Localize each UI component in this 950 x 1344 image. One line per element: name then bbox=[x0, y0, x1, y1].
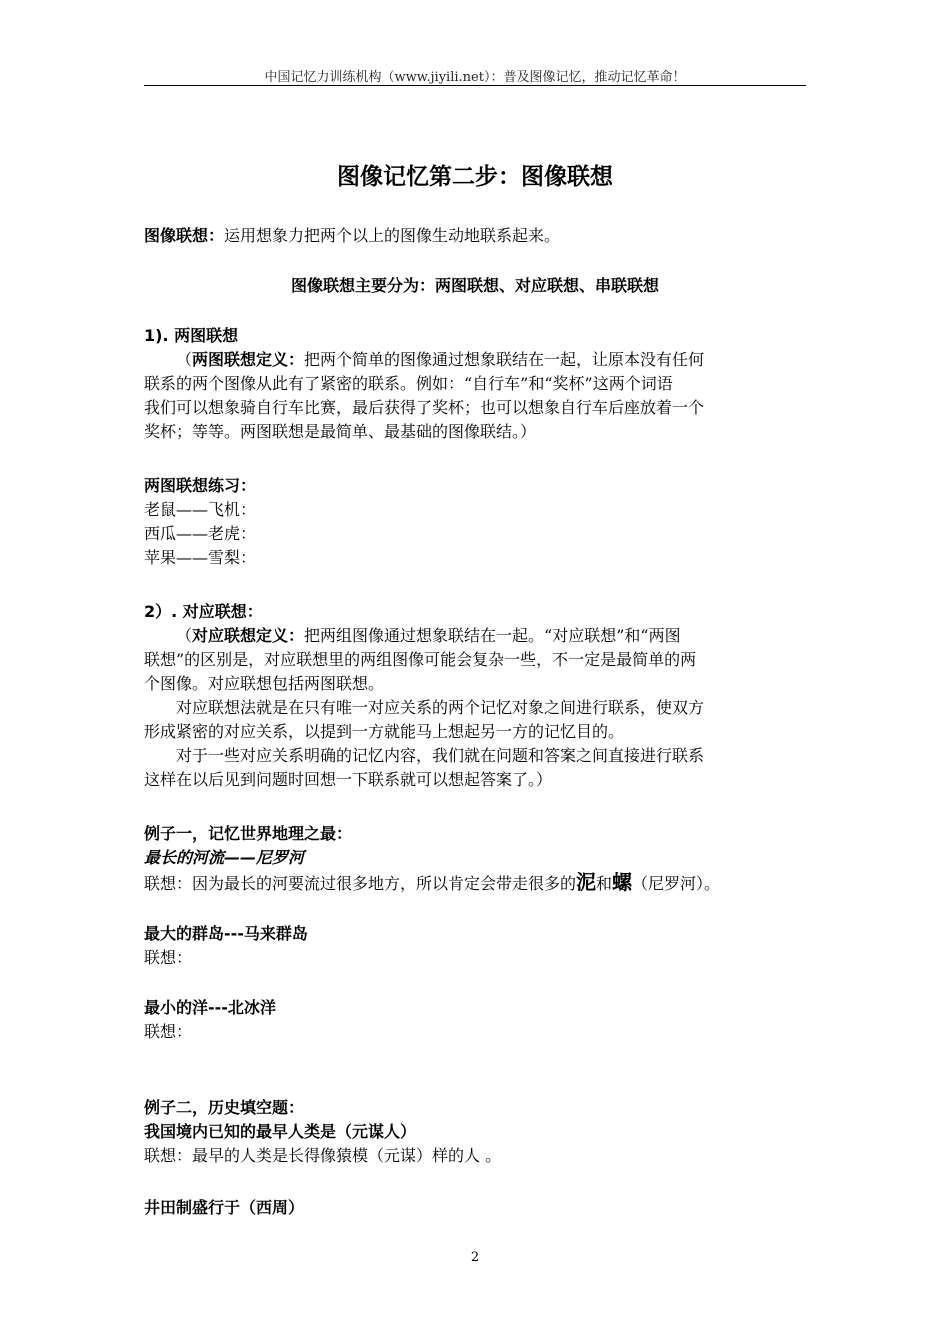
section1-def-text: 把两个简单的图像通过想象联结在一起，让原本没有任何 bbox=[304, 350, 705, 369]
practice-item: 苹果——雪梨： bbox=[144, 548, 257, 567]
answer-highlight-ni: 泥 bbox=[576, 870, 597, 894]
example2-heading: 例子二，历史填空题： bbox=[144, 1098, 305, 1117]
answer-text: 和 bbox=[596, 874, 613, 893]
def-open: （ bbox=[176, 350, 193, 369]
example2-answer1: 联想：最早的人类是长得像猿模（元谋）样的人 。 bbox=[144, 1146, 502, 1165]
answer-text: （尼罗河）。 bbox=[632, 874, 721, 893]
section2-def-line3: 个图像。对应联想包括两图联想。 bbox=[144, 674, 385, 693]
page-title: 图像记忆第二步：图像联想 bbox=[337, 164, 613, 190]
section2-def-line2: 联想”的区别是，对应联想里的两组图像可能会复杂一些，不一定是最简单的两 bbox=[144, 650, 697, 669]
section1-def-line4: 奖杯；等等。两图联想是最简单、最基础的图像联结。） bbox=[144, 422, 537, 441]
practice-item: 老鼠——飞机： bbox=[144, 500, 257, 519]
def-open: （ bbox=[176, 626, 193, 645]
page-header: 中国记忆力训练机构（www.jiyili.net）：普及图像记忆，推动记忆革命！ bbox=[264, 70, 686, 85]
practice-item: 西瓜——老虎： bbox=[144, 524, 257, 543]
example2-question2: 井田制盛行于（西周） bbox=[144, 1198, 305, 1217]
section2-def-line1 bbox=[144, 624, 806, 648]
section2-para3-line2: 这样在以后见到问题时回想一下联系就可以想起答案了。） bbox=[144, 770, 553, 789]
practice-heading: 两图联想练习： bbox=[144, 476, 257, 495]
example1-question2: 最大的群岛---马来群岛 bbox=[144, 924, 308, 943]
example1-question3: 最小的洋---北冰洋 bbox=[144, 998, 276, 1017]
example1-question1: 最长的河流——尼罗河 bbox=[144, 848, 305, 867]
answer-text: 联想：因为最长的河要流过很多地方，所以肯定会带走很多的 bbox=[144, 874, 577, 893]
section1-heading: 1). 两图联想 bbox=[144, 326, 239, 345]
section1-def-line1 bbox=[144, 348, 806, 372]
section2-para3-line1: 对于一些对应关系明确的记忆内容，我们就在问题和答案之间直接进行联系 bbox=[176, 746, 705, 765]
section1-def-line3: 我们可以想象骑自行车比赛，最后获得了奖杯；也可以想象自行车后座放着一个 bbox=[144, 398, 705, 417]
example1-answer2: 联想： bbox=[144, 948, 193, 967]
section1-def-term: 两图联想定义： bbox=[192, 350, 305, 369]
section2-para2-line2: 形成紧密的对应关系，以提到一方就能马上想起另一方的记忆目的。 bbox=[144, 722, 625, 741]
example1-answer3: 联想： bbox=[144, 1022, 193, 1041]
header-rule bbox=[144, 85, 806, 86]
section2-def-text: 把两组图像通过想象联结在一起。“对应联想”和“两图 bbox=[304, 626, 681, 645]
section2-para2-line1: 对应联想法就是在只有唯一对应关系的两个记忆对象之间进行联系，使双方 bbox=[176, 698, 705, 717]
example1-heading: 例子一，记忆世界地理之最： bbox=[144, 824, 353, 843]
section2-def-term: 对应联想定义： bbox=[192, 626, 305, 645]
page-number: 2 bbox=[470, 1250, 480, 1265]
intro-text: 运用想象力把两个以上的图像生动地联系起来。 bbox=[224, 226, 561, 245]
subtitle: 图像联想主要分为：两图联想、对应联想、串联联想 bbox=[290, 276, 659, 295]
intro-line bbox=[144, 224, 806, 248]
section2-heading: 2）. 对应联想： bbox=[144, 602, 263, 621]
section1-def-line2: 联系的两个图像从此有了紧密的联系。例如：“自行车”和“奖杯”这两个词语 bbox=[144, 374, 673, 393]
example1-answer1 bbox=[144, 870, 806, 896]
intro-term: 图像联想： bbox=[144, 226, 225, 245]
example2-question1: 我国境内已知的最早人类是（元谋人） bbox=[144, 1122, 417, 1141]
answer-highlight-luo: 螺 bbox=[612, 870, 633, 894]
